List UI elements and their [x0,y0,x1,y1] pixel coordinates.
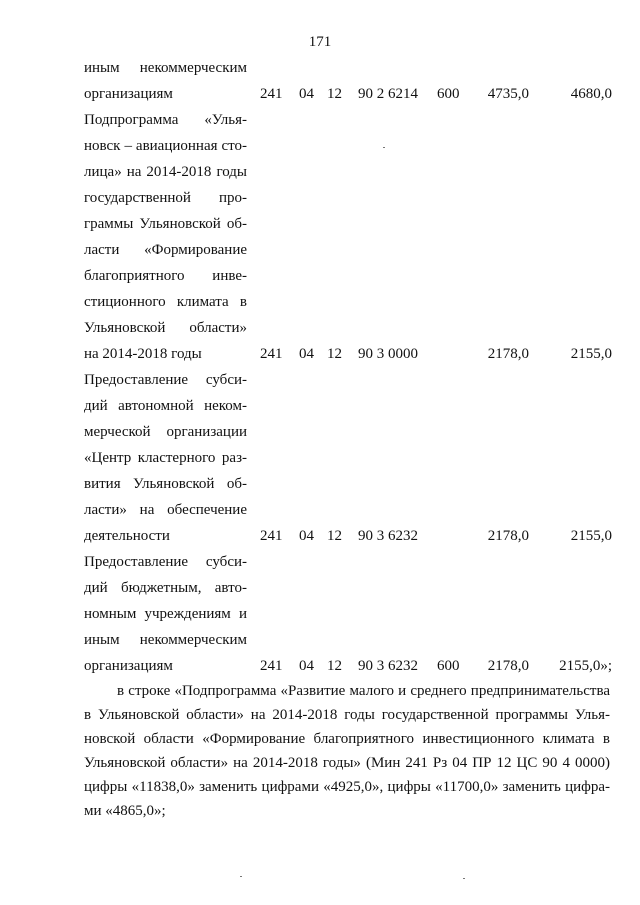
desc-line: дий автономной неком- [84,398,247,414]
paragraph-line: цифры «11838,0» заменить цифрами «4925,0», цифры «11700,0» заменить цифра- [84,779,610,795]
scan-speck [383,147,385,148]
desc-line: «Центр кластерного раз- [84,450,247,466]
cell-vr: 600 [437,86,460,102]
desc-line: вития Ульяновской об- [84,476,247,492]
cell-pr: 12 [327,86,342,102]
cell-rz: 04 [299,86,314,102]
scan-speck [463,878,465,879]
cell-amount-2: 2155,0 [570,528,612,544]
cell-min: 241 [260,86,283,102]
cell-min: 241 [260,658,283,674]
cell-rz: 04 [299,528,314,544]
paragraph-line: Ульяновской области» на 2014-2018 годы» (Мин 241 Рз 04 ПР 12 ЦС 90 4 0000) [84,755,610,771]
cell-amount-2: 2155,0 [570,346,612,362]
row-description [84,58,247,104]
cell-cs: 90 3 0000 [358,346,418,362]
cell-pr: 12 [327,346,342,362]
desc-line: номным учреждениям и [84,606,247,622]
desc-line: организациям [84,658,173,674]
cell-amount-1: 2178,0 [487,346,529,362]
cell-rz: 04 [299,658,314,674]
cell-amount-2: 2155,0»; [559,658,612,674]
desc-line: лица» на 2014-2018 годы [84,164,247,180]
row-description [84,552,247,676]
desc-line: дий бюджетным, авто- [84,580,247,596]
cell-vr: 600 [437,658,460,674]
amendment-paragraph [84,679,610,823]
desc-line: благоприятного инве- [84,268,247,284]
cell-rz: 04 [299,346,314,362]
cell-cs: 90 3 6232 [358,528,418,544]
row-description [84,370,247,546]
cell-min: 241 [260,346,283,362]
paragraph-line: в Ульяновской области» на 2014-2018 годы государственной программы Улья- [84,707,610,723]
desc-line: Предоставление субси- [84,554,247,570]
page-number: 171 [308,34,332,50]
cell-amount-1: 2178,0 [487,658,529,674]
desc-line: Подпрограмма «Улья- [84,112,247,128]
desc-line: мерческой организации [84,424,247,440]
cell-amount-2: 4680,0 [570,86,612,102]
desc-line: на 2014-2018 годы [84,346,202,362]
cell-cs: 90 2 6214 [358,86,418,102]
paragraph-line: ми «4865,0»; [84,803,166,819]
desc-line: Ульяновской области» [84,320,247,336]
scan-speck [240,876,242,877]
desc-line: ласти» на обеспечение [84,502,247,518]
cell-amount-1: 2178,0 [487,528,529,544]
row-description [84,110,247,364]
cell-amount-1: 4735,0 [487,86,529,102]
desc-line: граммы Ульяновской об- [84,216,247,232]
desc-line: иным некоммерческим [84,632,247,648]
cell-pr: 12 [327,528,342,544]
paragraph-line: новской области «Формирование благоприятного инвестиционного климата в [84,731,610,747]
paragraph-line: в строке «Подпрограмма «Развитие малого и среднего предпринимательства [117,683,610,699]
desc-line: новск – авиационная сто- [84,138,247,154]
desc-line: ласти «Формирование [84,242,247,258]
desc-line: иным некоммерческим [84,60,247,76]
cell-cs: 90 3 6232 [358,658,418,674]
desc-line: деятельности [84,528,170,544]
cell-min: 241 [260,528,283,544]
cell-pr: 12 [327,658,342,674]
desc-line: организациям [84,86,173,102]
desc-line: стиционного климата в [84,294,247,310]
desc-line: государственной про- [84,190,247,206]
desc-line: Предоставление субси- [84,372,247,388]
